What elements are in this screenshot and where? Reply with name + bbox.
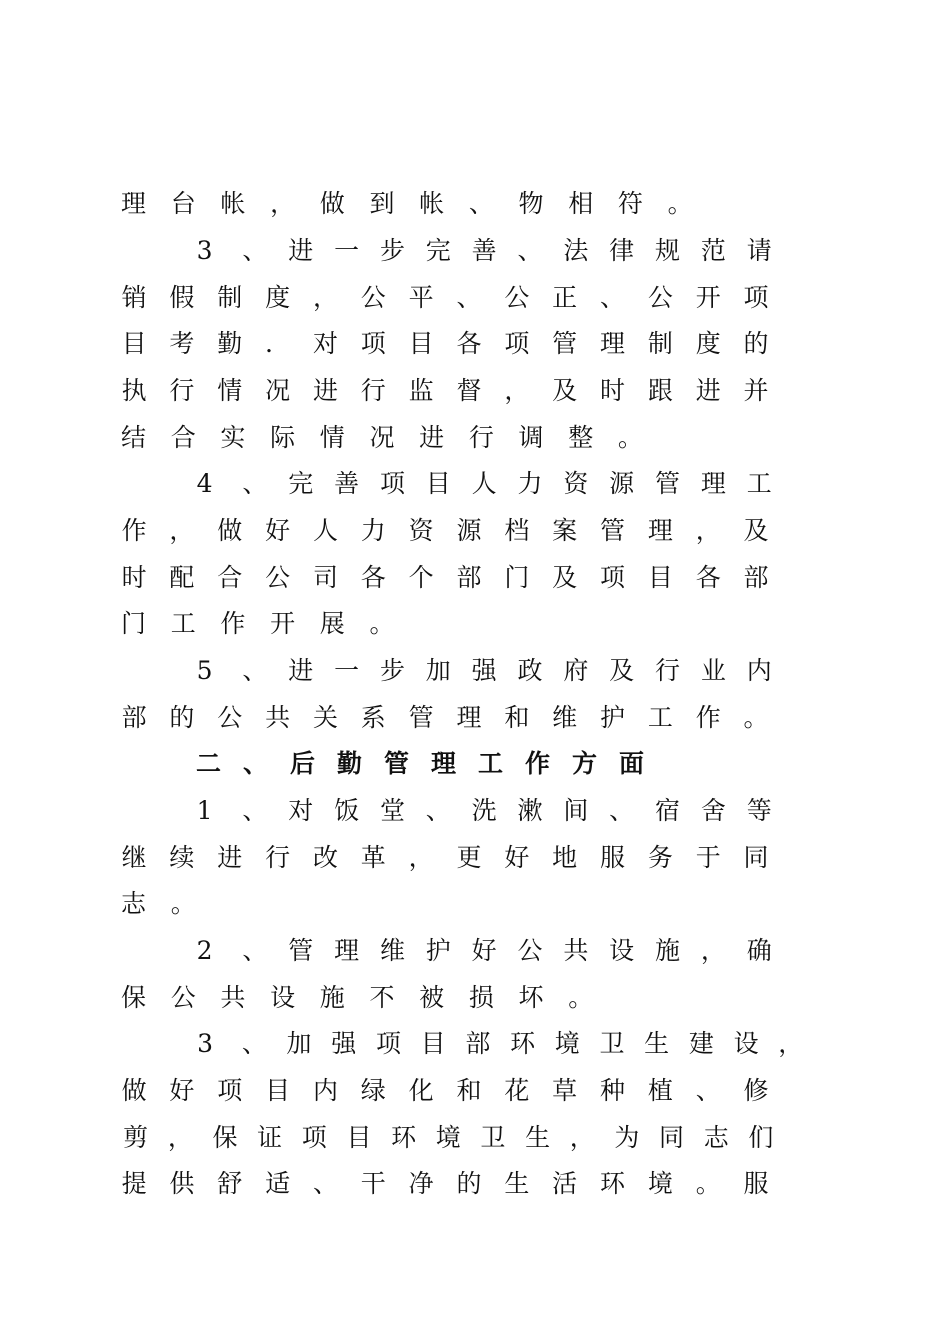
section-heading: 二 、 后 勤 管 理 工 作 方 面 xyxy=(196,749,645,778)
text-line-4: 目 考 勤 ． 对 项 目 各 项 管 理 制 度 的 xyxy=(121,329,769,358)
text-line-7: 4 、 完 善 项 目 人 力 资 源 管 理 工 xyxy=(196,469,772,498)
text-line-1: 理 台 帐 ， 做 到 帐 、 物 相 符 。 xyxy=(121,189,693,218)
text-line-18: 保 公 共 设 施 不 被 损 坏 。 xyxy=(121,983,594,1012)
text-line-2: 3 、 进 一 步 完 善 、 法 律 规 范 请 xyxy=(196,236,772,265)
text-line-17: 2 、 管 理 维 护 好 公 共 设 施 ， 确 xyxy=(196,936,772,965)
text-line-3: 销 假 制 度 ， 公 平 、 公 正 、 公 开 项 xyxy=(121,283,769,312)
text-line-12: 部 的 公 共 关 系 管 理 和 维 护 工 作 。 xyxy=(121,703,769,732)
text-line-8: 作 ， 做 好 人 力 资 源 档 案 管 理 ， 及 xyxy=(121,516,769,545)
text-line-20: 做 好 项 目 内 绿 化 和 花 草 种 植 、 修 xyxy=(121,1076,769,1105)
text-line-14: 1 、 对 饭 堂 、 洗 漱 间 、 宿 舍 等 xyxy=(196,796,772,825)
text-line-6: 结 合 实 际 情 况 进 行 调 整 。 xyxy=(121,423,643,452)
text-line-15: 继 续 进 行 改 革 ， 更 好 地 服 务 于 同 xyxy=(121,843,769,872)
text-line-21: 剪 ， 保 证 项 目 环 境 卫 生 ， 为 同 志 们 xyxy=(123,1123,774,1152)
text-line-16: 志 。 xyxy=(121,889,196,918)
text-line-22: 提 供 舒 适 、 干 净 的 生 活 环 境 。 服 xyxy=(121,1169,769,1198)
text-line-19: 3 、 加 强 项 目 部 环 境 卫 生 建 设 ， xyxy=(197,1029,804,1058)
text-line-11: 5 、 进 一 步 加 强 政 府 及 行 业 内 xyxy=(196,656,772,685)
text-line-10: 门 工 作 开 展 。 xyxy=(121,609,395,638)
text-line-9: 时 配 合 公 司 各 个 部 门 及 项 目 各 部 xyxy=(121,563,769,592)
text-line-5: 执 行 情 况 进 行 监 督 ， 及 时 跟 进 并 xyxy=(121,376,769,405)
